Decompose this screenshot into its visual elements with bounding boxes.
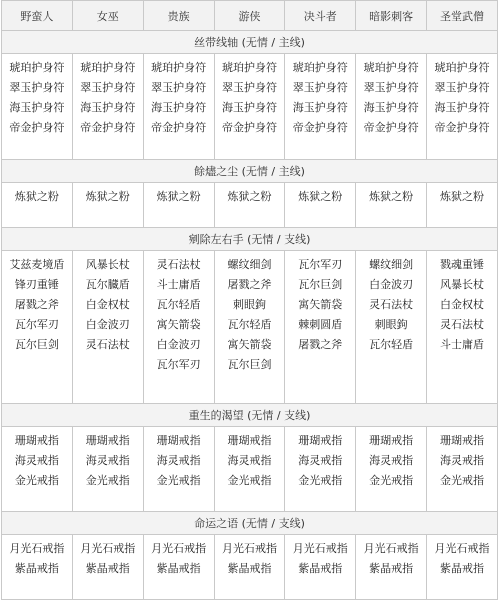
quest-title: 剜除左右手 (无情 / 支线) xyxy=(2,228,498,251)
reward-item: 紫晶戒指 xyxy=(369,562,414,575)
reward-item: 帝金护身符 xyxy=(151,121,207,134)
quest-section-header xyxy=(2,31,498,54)
reward-item: 棘刺圆盾 xyxy=(298,318,343,331)
reward-item: 瓦尔巨剑 xyxy=(298,278,343,291)
quest-title: 命运之语 (无情 / 支线) xyxy=(2,512,498,535)
reward-cell xyxy=(427,251,498,404)
quest-section-header xyxy=(2,228,498,251)
reward-item: 海灵戒指 xyxy=(298,454,343,467)
reward-item: 帝金护身符 xyxy=(9,121,65,134)
reward-cell xyxy=(427,54,498,160)
reward-item: 白金波刃 xyxy=(85,318,130,331)
reward-item: 海灵戒指 xyxy=(227,454,272,467)
reward-item: 翠玉护身符 xyxy=(434,81,490,94)
reward-item: 海灵戒指 xyxy=(440,454,485,467)
reward-item: 海玉护身符 xyxy=(221,101,277,114)
reward-item: 瓦尔军刃 xyxy=(14,318,59,331)
class-header: 决斗者 xyxy=(285,1,356,31)
quest-section-header xyxy=(2,512,498,535)
reward-item: 炼狱之粉 xyxy=(156,190,201,203)
reward-row xyxy=(2,251,498,404)
reward-item: 金光戒指 xyxy=(14,474,59,487)
class-header: 暗影刺客 xyxy=(356,1,427,31)
reward-item: 琥珀护身符 xyxy=(434,61,490,74)
reward-cell xyxy=(214,535,285,600)
reward-item: 海玉护身符 xyxy=(363,101,419,114)
reward-cell xyxy=(143,54,214,160)
reward-item: 白金波刃 xyxy=(156,338,201,351)
reward-item: 屠戮之斧 xyxy=(298,338,343,351)
reward-cell xyxy=(72,535,143,600)
reward-item: 刺眼鉤 xyxy=(232,298,266,311)
reward-item: 屠戮之斧 xyxy=(227,278,272,291)
reward-item: 寓矢箭袋 xyxy=(227,338,272,351)
reward-item: 珊瑚戒指 xyxy=(298,434,343,447)
reward-item: 帝金护身符 xyxy=(363,121,419,134)
reward-item: 海灵戒指 xyxy=(14,454,59,467)
reward-item: 珊瑚戒指 xyxy=(227,434,272,447)
reward-item: 瓦尔军刃 xyxy=(156,358,201,371)
reward-item: 金光戒指 xyxy=(298,474,343,487)
reward-item: 瓦尔臓盾 xyxy=(85,278,130,291)
reward-item: 琥珀护身符 xyxy=(9,61,65,74)
reward-item: 瓦尔轻盾 xyxy=(227,318,272,331)
reward-cell xyxy=(214,427,285,512)
reward-item: 艾兹麦境盾 xyxy=(9,258,65,271)
reward-item: 帝金护身符 xyxy=(221,121,277,134)
reward-row xyxy=(2,54,498,160)
reward-cell xyxy=(427,535,498,600)
reward-item: 琥珀护身符 xyxy=(151,61,207,74)
reward-cell xyxy=(214,183,285,228)
class-header: 野蛮人 xyxy=(2,1,73,31)
reward-cell xyxy=(285,427,356,512)
reward-item: 瓦尔巨剑 xyxy=(14,338,59,351)
reward-cell xyxy=(285,183,356,228)
reward-item: 海玉护身符 xyxy=(292,101,348,114)
reward-item: 金光戒指 xyxy=(156,474,201,487)
reward-item: 寓矢箭袋 xyxy=(156,318,201,331)
reward-cell xyxy=(214,54,285,160)
reward-item: 紫晶戒指 xyxy=(440,562,485,575)
reward-cell xyxy=(356,183,427,228)
reward-item: 灵石法杖 xyxy=(85,338,130,351)
reward-item: 月光石戒指 xyxy=(434,542,490,555)
reward-item: 灵石法杖 xyxy=(156,258,201,271)
reward-item: 琥珀护身符 xyxy=(221,61,277,74)
reward-item: 金光戒指 xyxy=(440,474,485,487)
reward-cell xyxy=(2,427,73,512)
reward-item: 珊瑚戒指 xyxy=(156,434,201,447)
reward-item: 风暴长杖 xyxy=(85,258,130,271)
quest-section-header xyxy=(2,404,498,427)
reward-item: 帝金护身符 xyxy=(434,121,490,134)
reward-item: 月光石戒指 xyxy=(363,542,419,555)
quest-title: 餘燼之尘 (无情 / 主线) xyxy=(2,160,498,183)
reward-cell xyxy=(2,54,73,160)
reward-item: 帝金护身符 xyxy=(292,121,348,134)
reward-item: 紫晶戒指 xyxy=(156,562,201,575)
reward-item: 炼狱之粉 xyxy=(227,190,272,203)
reward-item: 炼狱之粉 xyxy=(369,190,414,203)
reward-item: 海灵戒指 xyxy=(85,454,130,467)
reward-table-body xyxy=(2,31,498,600)
reward-cell xyxy=(143,183,214,228)
reward-item: 紫晶戒指 xyxy=(298,562,343,575)
reward-item: 紫晶戒指 xyxy=(14,562,59,575)
reward-item: 瓦尔轻盾 xyxy=(156,298,201,311)
reward-item: 翠玉护身符 xyxy=(221,81,277,94)
reward-item: 炼狱之粉 xyxy=(14,190,59,203)
class-header: 贵族 xyxy=(143,1,214,31)
quest-title: 重生的渴望 (无情 / 支线) xyxy=(2,404,498,427)
reward-item: 寓矢箭袋 xyxy=(298,298,343,311)
reward-cell xyxy=(356,427,427,512)
reward-item: 白金波刃 xyxy=(369,278,414,291)
reward-item: 海玉护身符 xyxy=(9,101,65,114)
reward-item: 螺纹细剑 xyxy=(369,258,414,271)
reward-item: 海玉护身符 xyxy=(80,101,136,114)
reward-cell xyxy=(72,251,143,404)
reward-row xyxy=(2,427,498,512)
reward-cell xyxy=(72,427,143,512)
reward-item: 紫晶戒指 xyxy=(85,562,130,575)
reward-item: 灵石法杖 xyxy=(369,298,414,311)
reward-item: 翠玉护身符 xyxy=(80,81,136,94)
reward-item: 金光戒指 xyxy=(227,474,272,487)
reward-item: 琥珀护身符 xyxy=(363,61,419,74)
reward-item: 白金权杖 xyxy=(85,298,130,311)
reward-item: 刺眼鉤 xyxy=(374,318,408,331)
reward-item: 翠玉护身符 xyxy=(292,81,348,94)
reward-item: 瓦尔军刃 xyxy=(298,258,343,271)
reward-item: 金光戒指 xyxy=(369,474,414,487)
reward-cell xyxy=(2,251,73,404)
class-header: 圣堂武僧 xyxy=(427,1,498,31)
reward-cell xyxy=(2,183,73,228)
reward-item: 月光石戒指 xyxy=(292,542,348,555)
reward-item: 珊瑚戒指 xyxy=(440,434,485,447)
reward-item: 琥珀护身符 xyxy=(292,61,348,74)
reward-cell xyxy=(143,535,214,600)
reward-item: 月光石戒指 xyxy=(9,542,65,555)
reward-cell xyxy=(356,535,427,600)
class-header-row xyxy=(2,1,498,31)
reward-item: 珊瑚戒指 xyxy=(85,434,130,447)
reward-table xyxy=(1,0,498,600)
reward-cell xyxy=(2,535,73,600)
reward-item: 月光石戒指 xyxy=(80,542,136,555)
reward-cell xyxy=(143,427,214,512)
reward-item: 琥珀护身符 xyxy=(80,61,136,74)
reward-cell xyxy=(143,251,214,404)
class-header: 游侠 xyxy=(214,1,285,31)
reward-item: 珊瑚戒指 xyxy=(369,434,414,447)
reward-item: 炼狱之粉 xyxy=(85,190,130,203)
class-header: 女巫 xyxy=(72,1,143,31)
reward-item: 金光戒指 xyxy=(85,474,130,487)
reward-cell xyxy=(285,54,356,160)
reward-item: 炼狱之粉 xyxy=(298,190,343,203)
reward-item: 螺纹细剑 xyxy=(227,258,272,271)
reward-item: 炼狱之粉 xyxy=(440,190,485,203)
reward-item: 戮魂重锤 xyxy=(440,258,485,271)
reward-item: 白金权杖 xyxy=(440,298,485,311)
reward-item: 锋刃重锤 xyxy=(14,278,59,291)
reward-cell xyxy=(356,54,427,160)
reward-item: 屠戮之斧 xyxy=(14,298,59,311)
reward-item: 月光石戒指 xyxy=(221,542,277,555)
reward-item: 海玉护身符 xyxy=(151,101,207,114)
reward-row xyxy=(2,535,498,600)
reward-item: 海灵戒指 xyxy=(369,454,414,467)
reward-cell xyxy=(214,251,285,404)
reward-item: 翠玉护身符 xyxy=(9,81,65,94)
reward-cell xyxy=(72,183,143,228)
reward-item: 斗士庸盾 xyxy=(440,338,485,351)
reward-item: 风暴长杖 xyxy=(440,278,485,291)
reward-item: 帝金护身符 xyxy=(80,121,136,134)
reward-item: 翠玉护身符 xyxy=(363,81,419,94)
reward-item: 翠玉护身符 xyxy=(151,81,207,94)
reward-cell xyxy=(427,183,498,228)
reward-cell xyxy=(72,54,143,160)
reward-item: 紫晶戒指 xyxy=(227,562,272,575)
reward-item: 月光石戒指 xyxy=(151,542,207,555)
quest-title: 丝带线轴 (无情 / 主线) xyxy=(2,31,498,54)
reward-cell xyxy=(356,251,427,404)
reward-item: 海灵戒指 xyxy=(156,454,201,467)
reward-item: 瓦尔巨剑 xyxy=(227,358,272,371)
reward-item: 珊瑚戒指 xyxy=(14,434,59,447)
quest-section-header xyxy=(2,160,498,183)
reward-item: 瓦尔轻盾 xyxy=(369,338,414,351)
reward-item: 灵石法杖 xyxy=(440,318,485,331)
reward-item: 斗士庸盾 xyxy=(156,278,201,291)
reward-row xyxy=(2,183,498,228)
reward-item: 海玉护身符 xyxy=(434,101,490,114)
reward-cell xyxy=(285,535,356,600)
reward-cell xyxy=(427,427,498,512)
reward-cell xyxy=(285,251,356,404)
